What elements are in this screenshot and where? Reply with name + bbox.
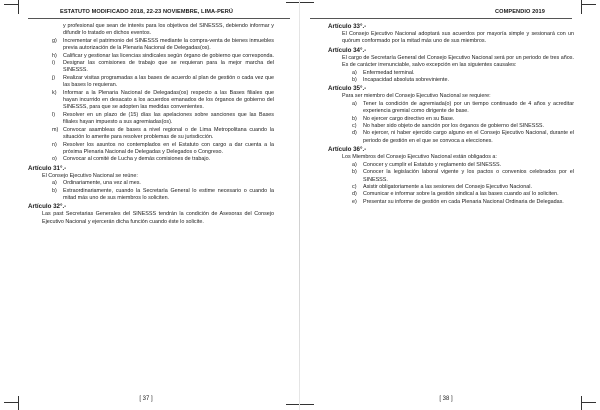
list-item: b) Conocer la legislación laboral vigente y los pactos o convenios celebrados por el SINESSS. <box>352 169 574 183</box>
list-item: a) Tener la condición de agremiada(o) por un tiempo continuado de 4 años y acreditar experiencia gremial como dirigente de base. <box>352 100 574 115</box>
item-list <box>52 180 274 202</box>
article-36-title: Artículo 36°.- <box>328 146 367 154</box>
list-item: e) Presentar su informe de gestión en cada Plenaria Nacional Ordinaria de Delegadas. <box>352 198 564 205</box>
list-item: a) Enfermedad terminal. <box>352 69 415 76</box>
list-item: d) No ejercer, ni haber ejercido cargo alguno en el Consejo Ejecutivo Nacional, durante el periodo de gestión en el que se convoca a elecciones. <box>352 130 574 144</box>
article-31-intro: El Consejo Ejecutivo Nacional se reúne: <box>42 172 138 179</box>
list-item: i) Designar las comisiones de trabajo que se requieran para la mejor marcha del SINESSS. <box>52 60 274 74</box>
header-rule <box>28 18 290 19</box>
article-32-text: Las past Secretarias Generales del SINESSS tendrán la condición de Asesoras del Consejo Ejecutivo Nacional y ejercerán dicha función cuando éste lo solicite. <box>42 211 274 225</box>
list-item: m) Convocar asambleas de bases a nivel regional o de Lima Metropolitana cuando la situación lo amerite para resolver problemas de su jurisdicción. <box>52 126 274 141</box>
left-running-header: ESTATUTO MODIFICADO 2018, 22-23 NOVIEMBRE, LIMA-PERÚ <box>60 9 234 15</box>
article-35-intro: Para ser miembro del Consejo Ejecutivo Nacional se requiere: <box>342 93 491 100</box>
list-item: a) Ordinariamente, una vez al mes. <box>52 180 141 187</box>
right-running-header: COMPENDIO 2019 <box>495 9 545 15</box>
list-item: g) Incrementar el patrimonio del SINESSS mediante la compra-venta de bienes inmuebles previa autorización de la Plenaria Nacional de Delegadas(os). <box>52 37 274 52</box>
list-item: n) Resolver los asuntos no contemplados en el Estatuto con cargo a dar cuenta a la próxima Plenaria Nacional de Delegadas y Delegados o Congreso. <box>52 141 274 155</box>
right-body <box>328 23 574 206</box>
list-item: y profesional que sean de interés para los objetivos del SINESSS, debiendo informar y difundir lo tratado en dichos eventos. <box>63 23 274 37</box>
article-32-title: Artículo 32°.- <box>28 203 67 211</box>
item-list <box>352 101 574 145</box>
list-item: a) Conocer y cumplir el Estatuto y reglamento del SINESSS. <box>352 161 502 168</box>
article-31-title: Artículo 31°.- <box>28 164 67 172</box>
article-33-title: Artículo 33°.- <box>328 23 367 30</box>
page-number: [ 38 ] <box>439 396 453 402</box>
right-page <box>300 0 600 410</box>
list-item: h) Calificar y gestionar las licencias sindicales según órgano de gobierno que corresponda. <box>52 52 274 59</box>
item-list <box>352 70 574 85</box>
list-item: o) Convocar al comité de Lucha y demás comisiones de trabajo. <box>52 156 211 163</box>
article-36-intro: Los Miembros del Consejo Ejecutivo Nacional están obligados a: <box>342 154 497 161</box>
article-34-text: El cargo de Secretaría General del Consejo Ejecutivo Nacional será por un periodo de tres años. Es de carácter irrenunciable, salvo excepción en las siguientes causales: <box>342 54 574 69</box>
list-item: l) Resolver en un plazo de (15) días las apelaciones sobre sanciones que las Bases filiales hayan impuesto a sus agremiadas(os). <box>52 111 274 126</box>
list-item: b) No ejercer cargo directivo en su Base. <box>352 115 455 122</box>
list-item: b) Incapacidad absoluta sobreviniente. <box>352 77 450 84</box>
header-rule <box>310 18 572 19</box>
list-item: c) No haber sido objeto de sanción por los órganos de gobierno del SINESSS. <box>352 123 545 130</box>
article-34-title: Artículo 34°.- <box>328 46 367 54</box>
list-item: j) Realizar visitas programadas a las bases de acuerdo al plan de gestión o cada vez que las bases lo requieran. <box>52 74 274 89</box>
list-item: c) Asistir obligatoriamente a las sesiones del Consejo Ejecutivo Nacional. <box>352 183 532 190</box>
article-35-title: Artículo 35°.- <box>328 85 367 93</box>
item-list <box>52 23 274 164</box>
list-item: k) Informar a la Plenaria Nacional de Delegadas(os) respecto a las Bases filiales que hayan incurrido en desacato a los acuerdos emanados de los órganos de gobierno del SINESSS, para que se adopten las medidas convenientes. <box>52 89 274 111</box>
list-item: d) Comunicar e informar sobre la gestión sindical a las bases cuando así lo soliciten. <box>352 191 559 198</box>
left-body <box>28 23 274 226</box>
article-33-text: El Consejo Ejecutivo Nacional adoptará sus acuerdos por mayoría simple y sesionará con un quórum conformado por la mitad más uno de sus miembros. <box>342 31 574 45</box>
item-list <box>352 162 574 206</box>
page-number: [ 37 ] <box>139 396 153 402</box>
list-item: b) Extraordinariamente, cuando la Secretaría General lo estime necesario o cuando la mitad más uno de sus miembros lo soliciten. <box>52 187 274 201</box>
